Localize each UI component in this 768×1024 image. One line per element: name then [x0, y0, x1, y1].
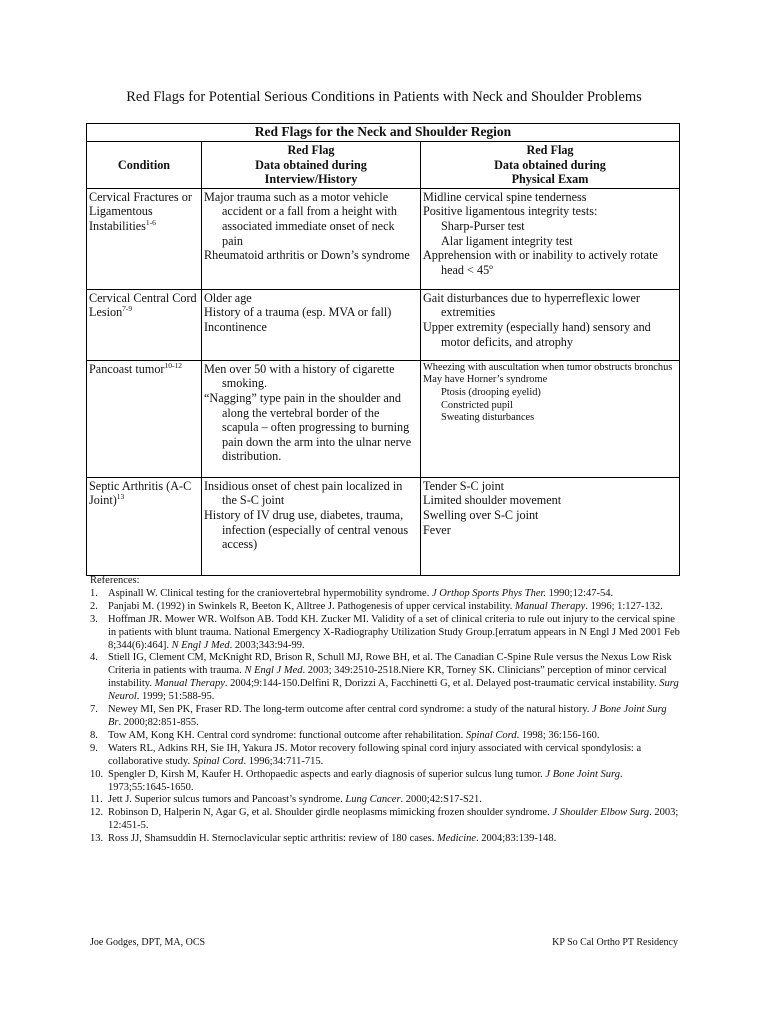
- footer-program: KP So Cal Ortho PT Residency: [552, 937, 678, 948]
- list-item: 8. Tow AM, Kong KH. Central cord syndrome: functional outcome after rehabilitation. Spinal Cord. 1998; 36:156-160.: [90, 729, 600, 741]
- history-cell: Major trauma such as a motor vehicle accident or a fall from a height with associated immediate onset of neck pain Rheumatoid arthritis or Down’s syndrome: [202, 188, 421, 289]
- history-cell: Men over 50 with a history of cigarette smoking. “Nagging” type pain in the shoulder and along the vertebral border of the scapula – often progressing to burning pain down the arm into the ulnar nerve distribution.: [202, 360, 421, 477]
- references: [90, 575, 680, 846]
- exam-cell: Midline cervical spine tenderness Positive ligamentous integrity tests: Sharp-Purser test Alar ligament integrity test Apprehension with or inability to actively rotate head < 45º: [421, 188, 680, 289]
- history-cell: Insidious onset of chest pain localized in the S-C joint History of IV drug use, diabetes, trauma, infection (especially of central venous access): [202, 477, 421, 575]
- table-title: Red Flags for the Neck and Shoulder Region: [87, 124, 680, 142]
- references-heading: References:: [90, 575, 140, 586]
- list-item: 4. Stiell IG, Clement CM, McKnight RD, Brison R, Schull MJ, Rowe BH, et al. The Canadian C-Spine Rule versus the Nexus Low Risk Criteria in patients with trauma. N Engl J Med. 2003; 349:2510-2518.Niere KR, Torney SK. Clinicians” perception of minor cervical instability. Manual Therapy. 2004;9:144-150.Delfini R, Dorizzi A, Facchinetti G, et al. Delayed post-traumatic cervical instability. Surg Neurol. 1999; 51:588-95.: [90, 652, 679, 703]
- exam-cell: Gait disturbances due to hyperreflexic lower extremities Upper extremity (especially hand) sensory and motor deficits, and atrophy: [421, 289, 680, 360]
- list-item: 7. Newey MI, Sen PK, Fraser RD. The long-term outcome after central cord syndrome: a study of the natural history. J Bone Joint Surg Br. 2000;82:851-855.: [90, 704, 667, 728]
- table-row: [87, 289, 680, 360]
- list-item: 3. Hoffman JR. Mower WR. Wolfson AB. Todd KH. Zucker MI. Validity of a set of clinical criteria to rule out injury to the cervical spine in patients with blunt trauma. National Emergency X-Radiography Utilization Study Group.[erratum appears in N Engl J Med 2001 Feb 8;344(6):464]. N Engl J Med. 2003;343:94-99.: [90, 613, 680, 651]
- list-item: 11. Jett J. Superior sulcus tumors and Pancoast’s syndrome. Lung Cancer. 2000;42:S17-S21.: [90, 794, 482, 806]
- list-item: 13. Ross JJ, Shamsuddin H. Sternoclavicular septic arthritis: review of 180 cases. Medicine. 2004;83:139-148.: [90, 833, 557, 845]
- list-item: 9. Waters RL, Adkins RH, Sie IH, Yakura JS. Motor recovery following spinal cord injury associated with cervical spondylosis: a collaborative study. Spinal Cord. 1996;34:711-715.: [90, 742, 642, 767]
- list-item: 12. Robinson D, Halperin N, Agar G, et al. Shoulder girdle neoplasms mimicking frozen shoulder syndrome. J Shoulder Elbow Surg. 2003; 12:451-5.: [90, 807, 679, 832]
- list-item: 1. Aspinall W. Clinical testing for the craniovertebral hypermobility syndrome. J Orthop Sports Phys Ther. 1990;12:47-54.: [90, 587, 614, 599]
- condition-cell: Septic Arthritis (A-C Joint)$^{13}$: [87, 477, 202, 575]
- red-flags-table: [86, 123, 680, 576]
- list-item: 2. Panjabi M. (1992) in Swinkels R, Beeton K, Alltree J. Pathogenesis of upper cervical instability. Manual Therapy. 1996; 1:127-132.: [90, 600, 663, 612]
- footer-author: Joe Godges, DPT, MA, OCS: [90, 937, 206, 948]
- history-cell: Older age History of a trauma (esp. MVA or fall) Incontinence: [202, 289, 421, 360]
- table-row: [87, 477, 680, 575]
- condition-cell: Pancoast tumor$^{10-12}$: [87, 360, 202, 477]
- header-history: Red Flag Data obtained during Interview/History: [202, 142, 421, 189]
- exam-cell: Wheezing with auscultation when tumor obstructs bronchus May have Horner’s syndrome Ptosis (drooping eyelid) Constricted pupil Sweating disturbances: [421, 360, 680, 477]
- exam-cell: Tender S-C joint Limited shoulder movement Swelling over S-C joint Fever: [421, 477, 680, 575]
- table-row: [87, 188, 680, 289]
- header-condition: Condition: [87, 142, 202, 189]
- condition-cell: Cervical Central Cord Lesion$^{7-9}$: [87, 289, 202, 360]
- condition-cell: Cervical Fractures or Ligamentous Instabilities$^{1-6}$: [87, 188, 202, 289]
- header-exam: Red Flag Data obtained during Physical Exam: [421, 142, 680, 189]
- list-item: 10. Spengler D, Kirsh M, Kaufer H. Orthopaedic aspects and early diagnosis of superior sulcus lung tumor. J Bone Joint Surg. 1973;55:1645-1650.: [90, 768, 623, 793]
- page-title: Red Flags for Potential Serious Conditions in Patients with Neck and Shoulder Problems: [126, 89, 642, 105]
- table-row: [87, 360, 680, 477]
